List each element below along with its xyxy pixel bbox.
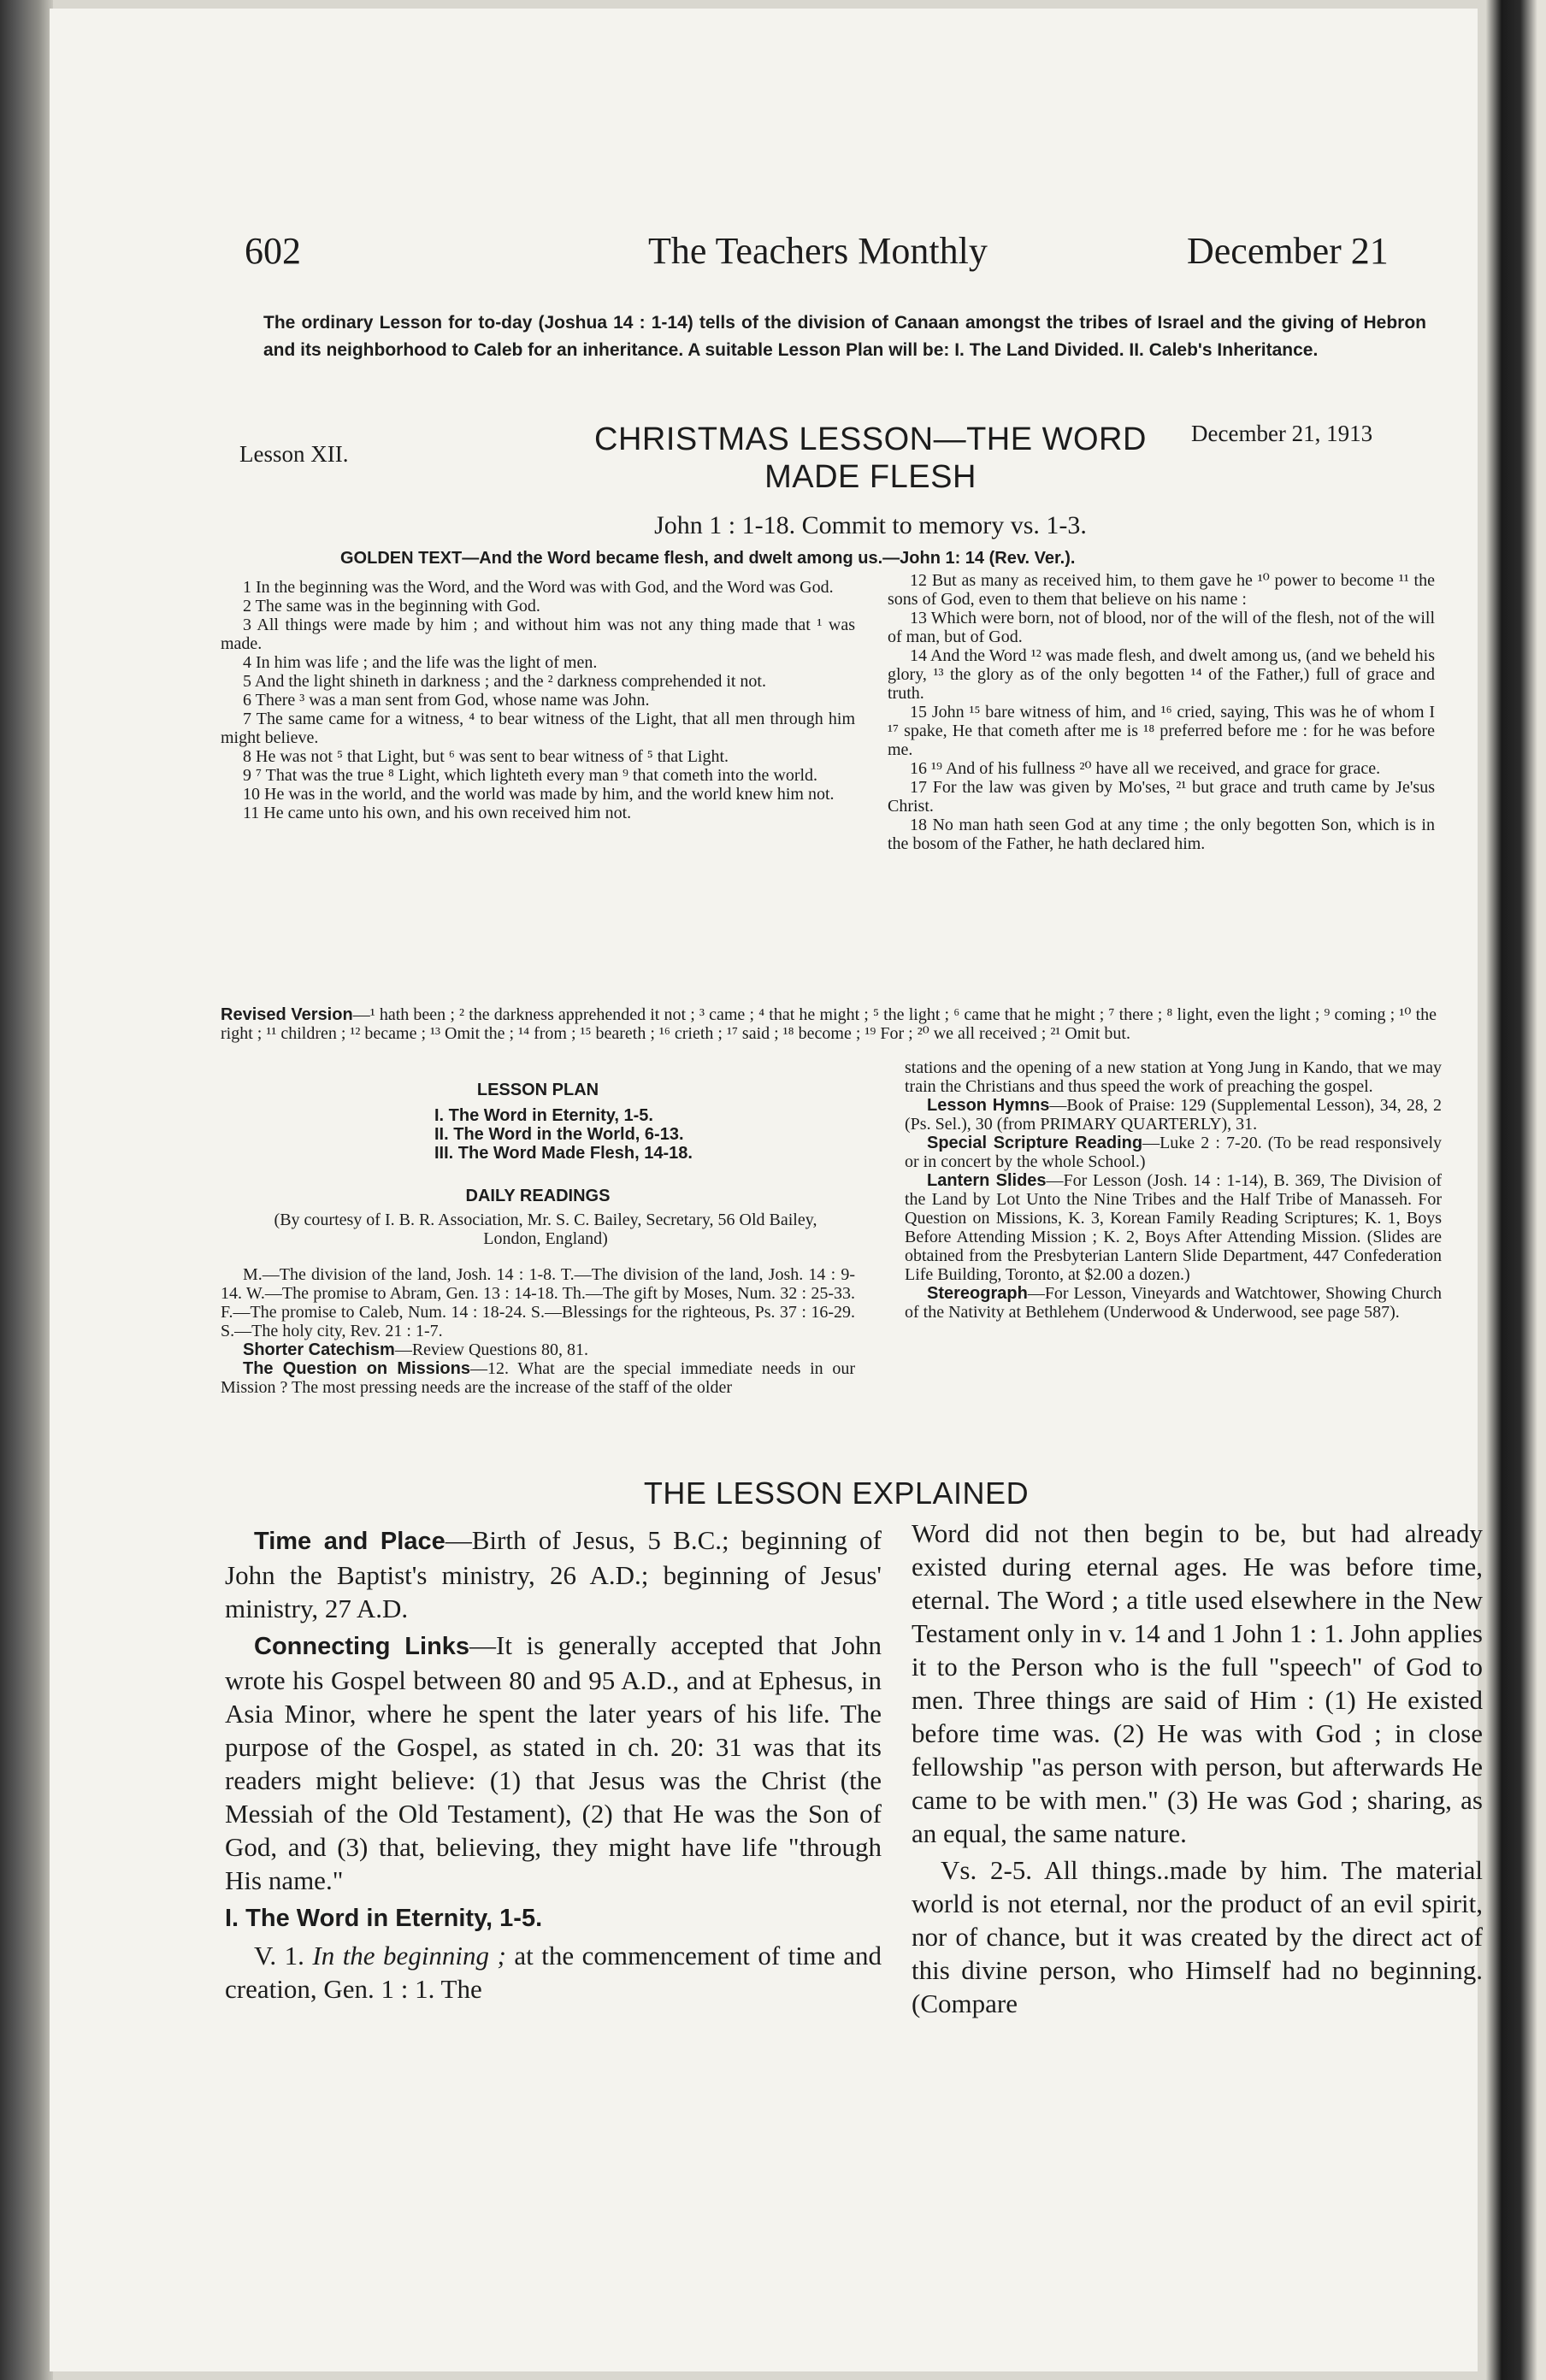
connecting-links-text: —It is generally accepted that John wrote his Gospel between 80 and 95 A.D., and at Ephesus, in Asia Minor, where he spent the later years of his life. The purpose of the Gospel, as stated in ch. 20: 31 was that its readers might believe: (1) that Jesus was the Christ (the Messiah of the Old Testament), (2) that He was the Son of God, and (3) that, believing, they might have life "through His name." (225, 1630, 882, 1895)
verse: 6 There ³ was a man sent from God, whose name was John. (243, 691, 650, 710)
explained-paragraph: Vs. 2-5. All things..made by him. The material world is not eternal, nor the product of an evil spirit, nor of chance, but it was created by the direct act of this divine person, who Himself had no beginning. (Compare (912, 1855, 1483, 2018)
ordinary-lesson-note: The ordinary Lesson for to-day (Joshua 14 : 1-14) tells of the division of Canaan amongst the tribes of Israel and the giving of Hebron and its neighborhood to Caleb for an inheritance. A suitable Lesson Plan will be: I. The Land Divided. II. Caleb's Inheritance. (263, 313, 1426, 360)
shorter-catechism-text: —Review Questions 80, 81. (394, 1340, 588, 1359)
daily-readings-courtesy: (By courtesy of I. B. R. Association, Mr. S. C. Bailey, Secretary, 56 Old Bailey, London, England) (274, 1211, 817, 1248)
explained-paragraph: Word did not then begin to be, but had already existed during eternal ages. He was before time, eternal. The Word ; a title used elsewhere in the New Testament only in v. 14 and 1 John 1 : 1. John applies it to the Person who is the full "speech" of God to men. Three things are said of Him : (1) He existed before time was. (2) He was with God ; in close fellowship "as person with person, but afterwards He came to be with men." (3) He was God ; sharing, as an equal, the same nature. (912, 1518, 1483, 1848)
daily-readings-heading: DAILY READINGS (465, 1187, 611, 1205)
page (50, 9, 1483, 2371)
scripture-reference: John 1 : 1-18. Commit to memory vs. 1-3. (654, 511, 1087, 539)
missions-label: The Question on Missions (243, 1359, 470, 1378)
lesson-plan-item: I. The Word in Eternity, 1-5. (434, 1106, 653, 1125)
verse: 3 All things were made by him ; and without him was not any thing made that ¹ was made. (221, 616, 855, 653)
verse: 14 And the Word ¹² was made flesh, and dwelt among us, (and we beheld his glory, ¹³ the glory as of the only begotten ¹⁴ of the Father,) full of grace and truth. (888, 646, 1435, 703)
revised-version-label: Revised Version (221, 1005, 353, 1024)
verse: 11 He came unto his own, and his own received him not. (243, 804, 632, 822)
daily-readings-text: M.—The division of the land, Josh. 14 : 1-8. T.—The division of the land, Josh. 14 : 9-14. W.—The promise to Abram, Gen. 13 : 14-18. Th.—The gift by Moses, Num. 32 : 25-33. F.—The promise to Caleb, Num. 14 : 18-24. S.—Blessings for the righteous, Ps. 37 : 16-29. S.—The holy city, Rev. 21 : 1-7. (221, 1265, 855, 1340)
lesson-plan-item: III. The Word Made Flesh, 14-18. (434, 1144, 693, 1163)
lantern-slides (905, 1171, 1442, 1284)
lesson-number: Lesson XII. (239, 441, 349, 467)
explained-left-column (225, 1523, 882, 2009)
lesson-explained-heading: THE LESSON EXPLAINED (643, 1476, 1030, 1511)
book-spine-right (1486, 0, 1546, 2380)
shorter-catechism (221, 1340, 855, 1359)
stereograph-label: Stereograph (927, 1284, 1028, 1303)
revised-version-text: —¹ hath been ; ² the darkness apprehended it not ; ³ came ; ⁴ that he might ; ⁵ the light ; ⁶ came that he might ; ⁷ there ; ⁸ light, even the light ; ⁹ coming ; ¹⁰ the right ; ¹¹ children ; ¹² became ; ¹³ Omit the ; ¹⁴ from ; ¹⁵ beareth ; ¹⁶ crieth ; ¹⁷ said ; ¹⁸ become ; ¹⁹ For ; ²⁰ we all received ; ²¹ Omit but. (221, 1005, 1437, 1043)
special-scripture-reading (905, 1134, 1442, 1171)
verse: 18 No man hath seen God at any time ; the only begotten Son, which is in the bosom of the Father, he hath declared him. (888, 816, 1435, 853)
verse: 5 And the light shineth in darkness ; and the ² darkness comprehended it not. (243, 672, 766, 691)
section-heading (225, 1900, 882, 1935)
lesson-title (563, 421, 1178, 496)
question-on-missions (221, 1359, 855, 1397)
stereograph-text: —For Lesson, Vineyards and Watchtower, Showing Church of the Nativity at Bethlehem (Underwood & Underwood, see page 587). (905, 1284, 1442, 1322)
time-and-place-text: —Birth of Jesus, 5 B.C.; beginning of John the Baptist's ministry, 26 A.D.; beginning of Jesus' ministry, 27 A.D. (225, 1525, 882, 1623)
lesson-plan-heading: LESSON PLAN (476, 1081, 599, 1099)
running-title: The Teachers Monthly (648, 230, 988, 272)
verse: 9 ⁷ That was the true ⁸ Light, which lighteth every man ⁹ that cometh into the world. (243, 766, 818, 785)
verse: 7 The same came for a witness, ⁴ to bear witness of the Light, that all men through him might believe. (221, 710, 855, 747)
explained-right-column (912, 1517, 1483, 2024)
verses-right-column (888, 571, 1435, 853)
lesson-hymns (905, 1096, 1442, 1134)
section-heading-text: I. The Word in Eternity, 1-5. (225, 1905, 543, 1932)
verse: 15 John ¹⁵ bare witness of him, and ¹⁶ cried, saying, This was he of whom I ¹⁷ spake, He that cometh after me is ¹⁸ preferred before me : for he was before me. (888, 703, 1435, 759)
connecting-links-label: Connecting Links (254, 1633, 470, 1660)
verse: 16 ¹⁹ And of his fullness ²⁰ have all we received, and grace for grace. (910, 759, 1381, 778)
special-scripture-text: —Luke 2 : 7-20. (To be read responsively or in concert by the whole School.) (905, 1134, 1442, 1171)
lantern-slides-label: Lantern Slides (927, 1171, 1047, 1190)
stereograph (905, 1284, 1442, 1322)
connecting-links (225, 1629, 882, 1897)
missions-continued: stations and the opening of a new station at Yong Jung in Kando, that we may train the Christians and thus speed the work of preaching the gospel. (905, 1058, 1442, 1096)
verse: 8 He was not ⁵ that Light, but ⁶ was sent to bear witness of ⁵ that Light. (243, 747, 729, 766)
verse-1-note (225, 1939, 882, 2006)
verse: 2 The same was in the beginning with God. (243, 597, 540, 616)
lesson-plan-item: II. The Word in the World, 6-13. (434, 1125, 684, 1144)
verse: 13 Which were born, not of blood, nor of the will of the flesh, not of the will of man, but of God. (888, 609, 1435, 646)
verse-1-text: at the commencement of time and creation, Gen. 1 : 1. The (225, 1941, 882, 2004)
lesson-title-line2: MADE FLESH (764, 459, 977, 495)
golden-text: GOLDEN TEXT—And the Word became flesh, and dwelt among us.—John 1: 14 (Rev. Ver.). (340, 549, 1076, 568)
lesson-title-line1: CHRISTMAS LESSON—THE WORD (594, 421, 1147, 457)
verse: 12 But as many as received him, to them gave he ¹⁰ power to become ¹¹ the sons of God, even to them that believe on his name : (888, 571, 1435, 609)
lesson-plan-list (434, 1106, 693, 1163)
running-month: December 21 (1187, 230, 1389, 272)
time-and-place (225, 1523, 882, 1625)
daily-readings-body (221, 1265, 855, 1397)
lantern-slides-text: —For Lesson (Josh. 14 : 1-14), B. 369, The Division of the Land by Lot Unto the Nine Tribes and the Half Tribe of Manasseh. For Question on Missions, K. 3, Korean Family Reading Scriptures; K. 1, Boys Before Attending Mission ; K. 2, Boys After Attending Mission. (Slides are obtained from the Presbyterian Lantern Slide Department, 447 Confederation Life Building, Toronto, at $2.00 a dozen.) (905, 1171, 1442, 1284)
verses-left-column (221, 578, 855, 822)
verse-1-italic: In the beginning ; (312, 1941, 506, 1971)
verse: 1 In the beginning was the Word, and the Word was with God, and the Word was God. (243, 578, 834, 597)
verse: 4 In him was life ; and the life was the light of men. (243, 653, 598, 672)
lesson-helps-column (905, 1058, 1442, 1322)
revised-version-notes (221, 1005, 1437, 1043)
verse: 17 For the law was given by Mo'ses, ²¹ but grace and truth came by Je'sus Christ. (888, 778, 1435, 816)
lesson-date: December 21, 1913 (1191, 421, 1373, 446)
page-number: 602 (245, 230, 301, 272)
book-spine-left (0, 0, 53, 2380)
missions-text: —12. What are the special immediate needs in our Mission ? The most pressing needs are the increase of the staff of the older (221, 1359, 855, 1397)
special-scripture-label: Special Scripture Reading (927, 1134, 1143, 1152)
time-and-place-label: Time and Place (254, 1528, 446, 1555)
shorter-catechism-label: Shorter Catechism (243, 1340, 395, 1359)
lesson-hymns-label: Lesson Hymns (927, 1096, 1050, 1115)
verse: 10 He was in the world, and the world was made by him, and the world knew him not. (243, 785, 835, 804)
lesson-hymns-text: —Book of Praise: 129 (Supplemental Lesson), 34, 28, 2 (Ps. Sel.), 30 (from PRIMARY QUARTERLY), 31. (905, 1096, 1442, 1134)
verse-1-start: V. 1. (254, 1941, 313, 1971)
